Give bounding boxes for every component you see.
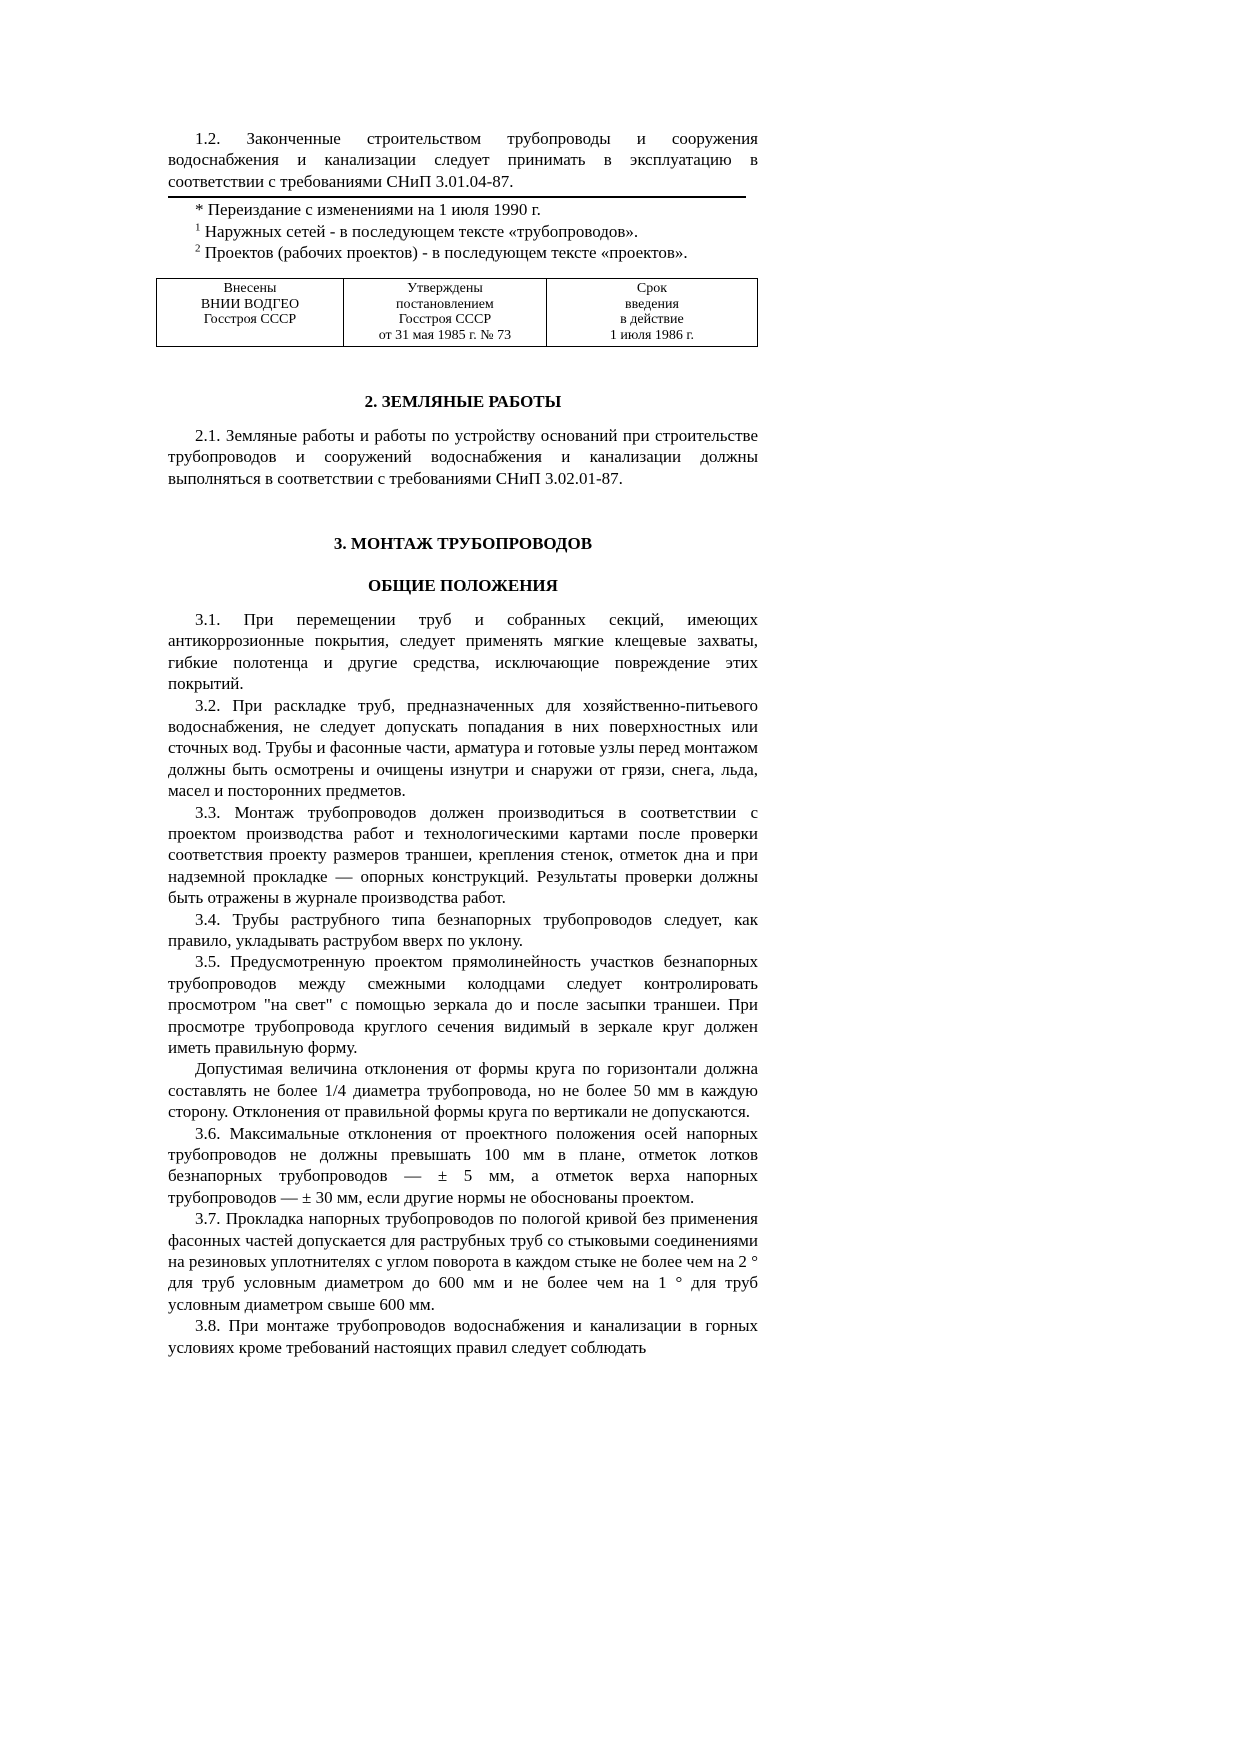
paragraph-3-8: 3.8. При монтаже трубопроводов водоснабжения и канализации в горных условиях кроме требований настоящих правил следует соблюдать: [168, 1316, 758, 1357]
table-line: Внесены: [223, 281, 277, 297]
table-cell-approved-by: [343, 279, 546, 347]
paragraph-3-6: 3.6. Максимальные отклонения от проектного положения осей напорных трубопроводов не должны превышать 100 мм в плане, отметок лотков безнапорных трубопроводов — ± 5 мм, а отметок верха напорных трубопроводов — ± 30 мм, если другие нормы не обоснованы проектом.: [168, 1123, 758, 1207]
footnote-marker: 2: [195, 242, 201, 255]
paragraph-3-1: 3.1. При перемещении труб и собранных секций, имеющих антикоррозионные покрытия, следует применять мягкие клещевые захваты, гибкие полотенца и другие средства, исключающие повреждение этих покрытий.: [168, 609, 758, 694]
table-line: в действие: [620, 312, 684, 328]
table-line: постановлением: [396, 296, 494, 312]
paragraph-1-2: 1.2. Законченные строительством трубопроводы и сооружения водоснабжения и канализации следует принимать в эксплуатацию в соответствии с требованиями СНиП 3.01.04-87.: [168, 129, 758, 191]
table-line: Срок: [636, 281, 668, 297]
approval-table-row: [157, 279, 758, 347]
table-cell-introduced-by: [157, 279, 344, 347]
footnote-text: Проектов (рабочих проектов) - в последующем тексте «проектов».: [204, 243, 688, 263]
footnote-marker: *: [195, 200, 204, 220]
footnote-separator: [168, 196, 746, 198]
subsection-heading-general-provisions: ОБЩИЕ ПОЛОЖЕНИЯ: [368, 576, 558, 596]
paragraph-3-3: 3.3. Монтаж трубопроводов должен производиться в соответствии с проектом производства работ и технологическими картами после проверки соответствия проекту размеров траншеи, крепления стенок, отметок дна и при надземной прокладке — опорных конструкций. Результаты проверки должны быть отражены в журнале производства работ.: [168, 802, 758, 908]
footnote-text: Переиздание с изменениями на 1 июля 1990 г.: [207, 200, 541, 220]
paragraph-3-7: 3.7. Прокладка напорных трубопроводов по пологой кривой без применения фасонных частей допускается для раструбных труб со стыковыми соединениями на резиновых уплотнителях с углом поворота в каждом стыке не более чем на 2 ° для труб условным диаметром до 600 мм и не более чем на 1 ° для труб условным диаметром свыше 600 мм.: [168, 1209, 758, 1314]
paragraph-3-2: 3.2. При раскладке труб, предназначенных для хозяйственно-питьевого водоснабжения, не следует допускать попадания в них поверхностных или сточных вод. Трубы и фасонные части, арматура и готовые узлы перед монтажом должны быть осмотрены и очищены изнутри и снаружи от грязи, снега, льда, масел и посторонних предметов.: [168, 695, 758, 801]
paragraph-3-5-continuation: Допустимая величина отклонения от формы круга по горизонтали должна составлять не более 1/4 диаметра трубопровода, но не более 50 мм в каждую сторону. Отклонения от правильной формы круга по вертикали не допускаются.: [168, 1059, 758, 1122]
table-line: от 31 мая 1985 г. № 73: [378, 327, 512, 343]
footnote-asterisk: [168, 199, 758, 220]
footnote-marker: 1: [195, 220, 201, 233]
table-line: Госстроя СССР: [203, 312, 297, 328]
section-heading-pipeline-installation: 3. МОНТАЖ ТРУБОПРОВОДОВ: [333, 534, 593, 554]
footnote-text: Наружных сетей - в последующем тексте «трубопроводов».: [204, 221, 639, 241]
table-line: Госстроя СССР: [398, 312, 492, 328]
table-line: 1 июля 1986 г.: [609, 327, 695, 343]
table-line: Утверждены: [407, 281, 483, 297]
table-cell-effective-date: [546, 279, 757, 347]
paragraph-3-4: 3.4. Трубы раструбного типа безнапорных трубопроводов следует, как правило, укладывать раструбом вверх по уклону.: [168, 909, 758, 950]
paragraph-2-1: 2.1. Земляные работы и работы по устройству оснований при строительстве трубопроводов и сооружений водоснабжения и канализации должны выполняться в соответствии с требованиями СНиП 3.02.01-87.: [168, 425, 758, 488]
section-heading-earthworks: 2. ЗЕМЛЯНЫЕ РАБОТЫ: [364, 392, 562, 412]
document-content: [168, 128, 758, 1358]
footnote-2: [168, 242, 758, 263]
paragraph-3-5: 3.5. Предусмотренную проектом прямолинейность участков безнапорных трубопроводов между смежными колодцами следует контролировать просмотром "на свет" с помощью зеркала до и после засыпки траншеи. При просмотре трубопровода круглого сечения видимый в зеркале круг должен иметь правильную форму.: [168, 952, 758, 1057]
table-line: ВНИИ ВОДГЕО: [200, 296, 300, 312]
approval-table: [156, 278, 758, 347]
footnote-1: [168, 221, 758, 242]
table-line: введения: [624, 296, 679, 312]
